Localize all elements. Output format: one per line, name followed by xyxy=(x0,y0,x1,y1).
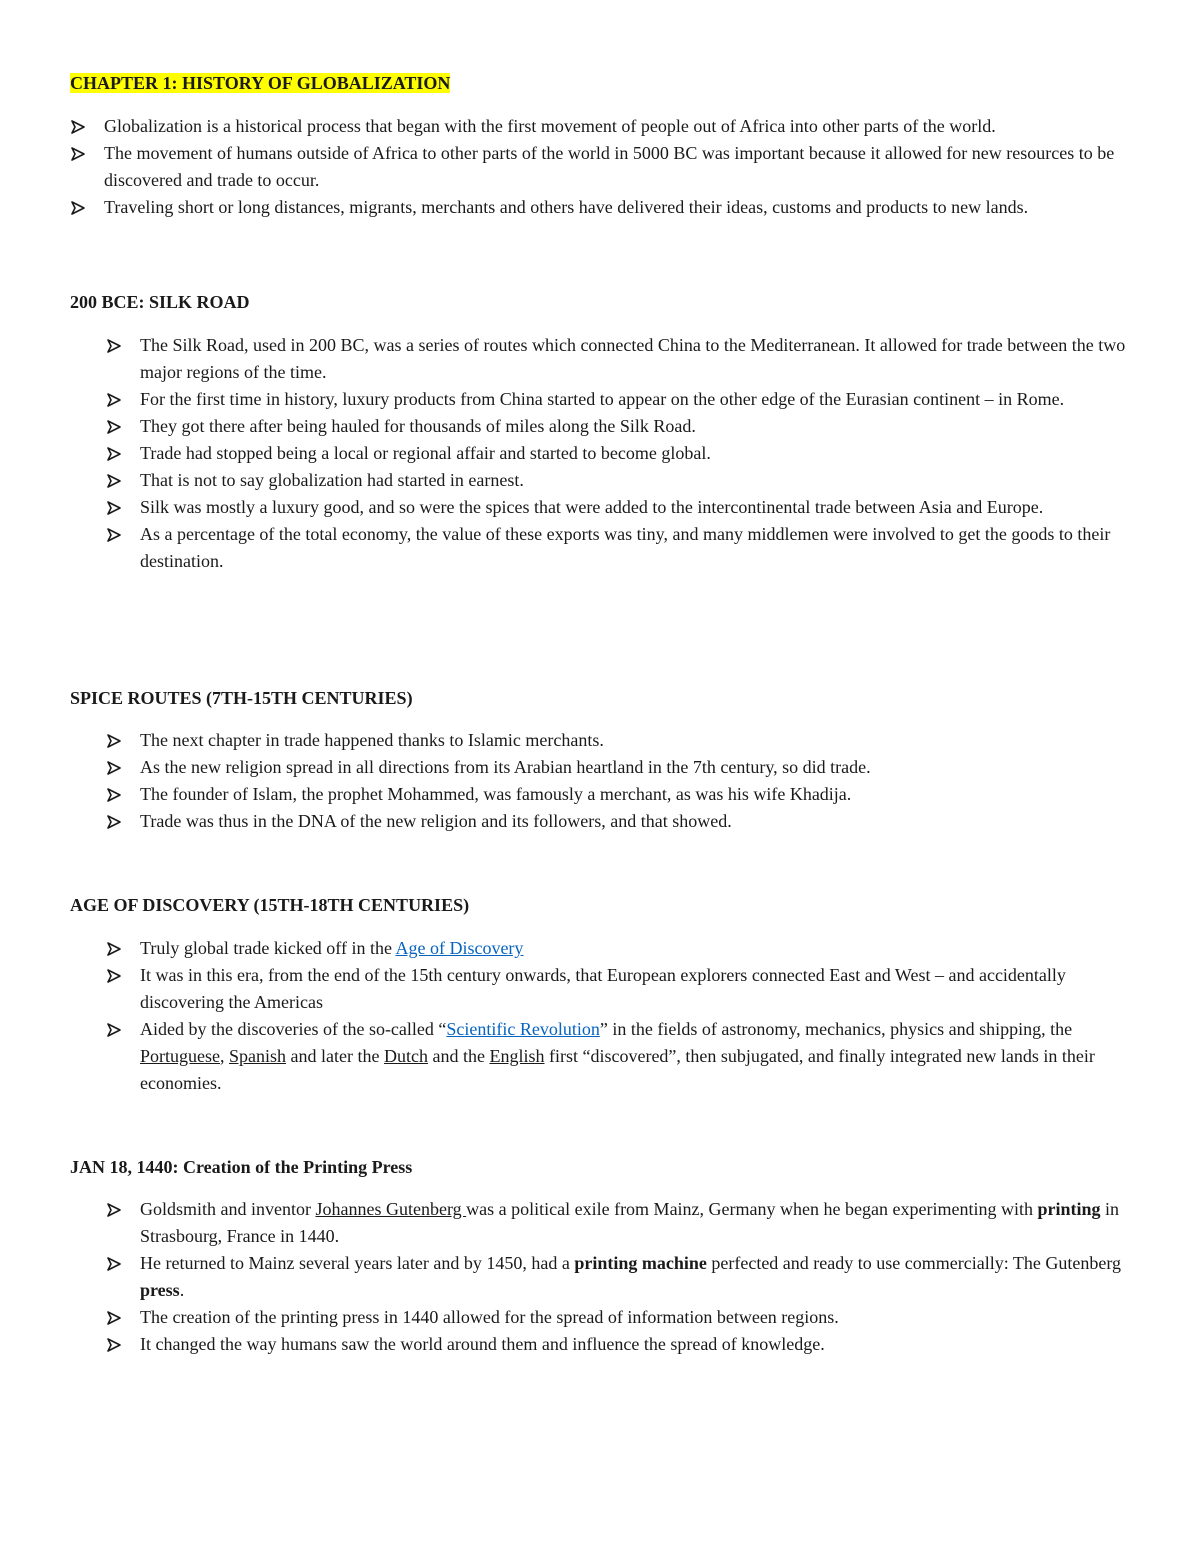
chapter-title-highlight: CHAPTER 1: HISTORY OF GLOBALIZATION xyxy=(70,73,451,93)
list-item: It changed the way humans saw the world around them and influence the spread of knowledge. xyxy=(140,1331,1140,1358)
age-of-discovery-heading: AGE OF DISCOVERY (15TH-18TH CENTURIES) xyxy=(70,895,470,915)
list-item: Aided by the discoveries of the so-called “Scientific Revolution” in the fields of astronomy, mechanics, physics and shipping, the Portuguese, Spanish and later the Dutch and the English first “discovered”, then subjugated, and finally integrated new lands in their economies. xyxy=(140,1016,1140,1097)
arrow-bullet-icon xyxy=(106,727,122,754)
silk-road-heading: 200 BCE: SILK ROAD xyxy=(70,292,250,312)
list-item: The next chapter in trade happened thanks to Islamic merchants. xyxy=(140,727,1140,754)
arrow-bullet-icon xyxy=(106,962,122,989)
scientific-revolution-link[interactable]: Scientific Revolution xyxy=(446,1019,600,1039)
list-item: The founder of Islam, the prophet Mohammed, was famously a merchant, as was his wife Khadija. xyxy=(140,781,1140,808)
english-link[interactable]: English xyxy=(489,1046,545,1066)
spice-routes-heading: SPICE ROUTES (7TH-15TH CENTURIES) xyxy=(70,688,413,708)
spice-routes-bullet-list xyxy=(140,727,1140,835)
arrow-bullet-icon xyxy=(106,521,122,548)
arrow-bullet-icon xyxy=(106,935,122,962)
list-item: Globalization is a historical process that began with the first movement of people out of Africa into other parts of the world. xyxy=(104,113,1134,140)
chapter-bullet-list xyxy=(104,113,1134,221)
arrow-bullet-icon xyxy=(106,386,122,413)
chapter-title xyxy=(70,71,450,95)
silk-road-bullet-list xyxy=(140,332,1140,575)
johannes-gutenberg-link[interactable]: Johannes Gutenberg xyxy=(315,1199,467,1219)
arrow-bullet-icon xyxy=(106,1250,122,1277)
arrow-bullet-icon xyxy=(70,194,86,221)
list-item: That is not to say globalization had started in earnest. xyxy=(140,467,1140,494)
list-item: The movement of humans outside of Africa to other parts of the world in 5000 BC was important because it allowed for new resources to be discovered and trade to occur. xyxy=(104,140,1134,194)
arrow-bullet-icon xyxy=(106,1304,122,1331)
list-item: He returned to Mainz several years later and by 1450, had a printing machine perfected and ready to use commercially: The Gutenberg press. xyxy=(140,1250,1140,1304)
list-item: For the first time in history, luxury products from China started to appear on the other edge of the Eurasian continent – in Rome. xyxy=(140,386,1140,413)
age-of-discovery-link[interactable]: Age of Discovery xyxy=(395,938,524,958)
list-item: Silk was mostly a luxury good, and so were the spices that were added to the intercontinental trade between Asia and Europe. xyxy=(140,494,1140,521)
printing-press-heading: JAN 18, 1440: Creation of the Printing Press xyxy=(70,1157,413,1177)
arrow-bullet-icon xyxy=(106,494,122,521)
arrow-bullet-icon xyxy=(106,332,122,359)
list-item: Truly global trade kicked off in the Age of Discovery xyxy=(140,935,1140,962)
arrow-bullet-icon xyxy=(70,113,86,140)
printing-bullet-list xyxy=(140,1196,1140,1358)
dutch-link[interactable]: Dutch xyxy=(383,1046,428,1066)
arrow-bullet-icon xyxy=(106,1016,122,1043)
portuguese-link[interactable]: Portuguese xyxy=(140,1046,220,1066)
discovery-bullet-list xyxy=(140,935,1140,1097)
list-item: It was in this era, from the end of the 15th century onwards, that European explorers connected East and West – and accidentally discovering the Americas xyxy=(140,962,1140,1016)
arrow-bullet-icon xyxy=(106,413,122,440)
arrow-bullet-icon xyxy=(70,140,86,167)
list-item: Trade had stopped being a local or regional affair and started to become global. xyxy=(140,440,1140,467)
arrow-bullet-icon xyxy=(106,781,122,808)
list-item: As the new religion spread in all directions from its Arabian heartland in the 7th century, so did trade. xyxy=(140,754,1140,781)
spanish-link[interactable]: Spanish xyxy=(229,1046,287,1066)
list-item: Trade was thus in the DNA of the new religion and its followers, and that showed. xyxy=(140,808,1140,835)
arrow-bullet-icon xyxy=(106,754,122,781)
arrow-bullet-icon xyxy=(106,467,122,494)
list-item: They got there after being hauled for thousands of miles along the Silk Road. xyxy=(140,413,1140,440)
list-item: Traveling short or long distances, migrants, merchants and others have delivered their ideas, customs and products to new lands. xyxy=(104,194,1134,221)
arrow-bullet-icon xyxy=(106,1331,122,1358)
arrow-bullet-icon xyxy=(106,808,122,835)
list-item: Goldsmith and inventor Johannes Gutenberg was a political exile from Mainz, Germany when he began experimenting with printing in Strasbourg, France in 1440. xyxy=(140,1196,1140,1250)
arrow-bullet-icon xyxy=(106,440,122,467)
list-item: The Silk Road, used in 200 BC, was a series of routes which connected China to the Mediterranean. It allowed for trade between the two major regions of the time. xyxy=(140,332,1140,386)
arrow-bullet-icon xyxy=(106,1196,122,1223)
list-item: As a percentage of the total economy, the value of these exports was tiny, and many middlemen were involved to get the goods to their destination. xyxy=(140,521,1140,575)
list-item: The creation of the printing press in 1440 allowed for the spread of information between regions. xyxy=(140,1304,1140,1331)
